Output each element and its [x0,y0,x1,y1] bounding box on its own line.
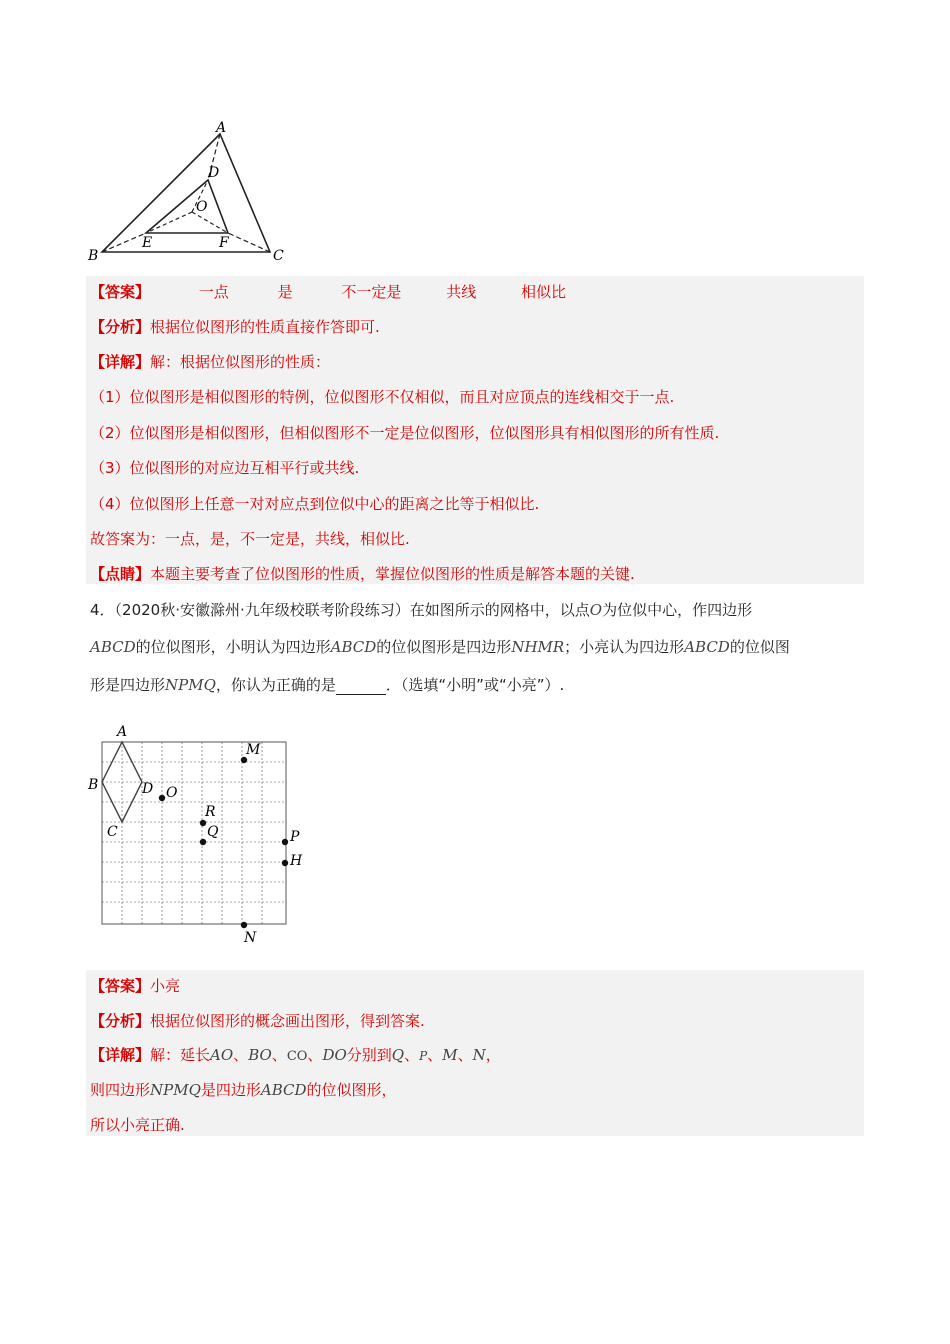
a4-line2-end: 的位似图形， [306,1081,397,1099]
grid-label-a: A [117,724,128,740]
q4-detail-line-3: 所以小亮正确. [90,1116,185,1134]
answer-3: 不一定是 [341,283,402,301]
q4-line-3 [90,675,564,695]
grid-label-o: O [166,785,178,801]
detail-intro: 解：根据位似图形的性质： [150,353,331,371]
a4-answer: 小亮 [150,977,181,995]
dash-oe [146,212,192,233]
label-b: B [88,248,99,264]
q4-text7: 形是四边形 [90,676,166,694]
a4-m: M [442,1046,458,1064]
a4-do: DO [322,1046,347,1064]
q3-comment-line [90,564,635,584]
q4-line-1 [90,600,752,620]
grid-label-b: B [88,777,99,793]
a4-analysis: 根据位似图形的概念画出图形，得到答案. [150,1012,425,1030]
q3-conclusion: 故答案为：一点，是，不一定是，共线，相似比. [90,530,410,548]
analysis-text: 根据位似图形的性质直接作答即可. [150,318,380,336]
grid-label-m: M [246,742,261,758]
grid-label-r: R [205,804,216,820]
point-h [282,860,288,866]
dash-of [192,212,228,233]
grid-figure [84,718,314,948]
q3-point-4: （4）位似图形上任意一对对应点到位似中心的距离之比等于相似比. [90,495,540,513]
q4-text6: 的位似图 [729,638,790,656]
grid-label-q: Q [207,824,219,840]
q4-abcd-1: ABCD [90,638,136,656]
q4-detail-line [90,1045,501,1067]
label-d: D [208,165,220,181]
answer-1: 一点 [198,283,229,301]
label-c: C [273,248,284,264]
q3-point-2: （2）位似图形是相似图形，但相似图形不一定是位似图形，位似图形具有相似图形的所有性质. [90,424,720,442]
a4-tail: ， [485,1046,501,1064]
a4-detail-tag: 【详解】 [90,1046,151,1064]
grid-label-p: P [290,829,300,845]
q4-npmq: NPMQ [165,676,216,694]
q4-point-o: O [589,601,603,619]
q3-analysis-line [90,317,380,337]
answer-4: 共线 [446,283,477,301]
point-o [159,795,165,801]
point-n [241,922,247,928]
a4-npmq: NPMQ [150,1081,201,1099]
detail-tag: 【详解】 [90,353,151,371]
label-e: E [142,235,153,251]
q4-text3: 的位似图形，小明认为四边形 [135,638,331,656]
sep-6: 、 [457,1046,473,1064]
sep-3: 、 [307,1046,323,1064]
answer-2: 是 [277,283,293,301]
q4-detail-line-2 [90,1080,397,1100]
sep-2: 、 [271,1046,287,1064]
grid-lines [102,742,286,924]
a4-n: N [472,1046,486,1064]
a4-analysis-tag: 【分析】 [90,1012,151,1030]
label-a: A [216,120,227,136]
q3-detail-line [90,352,330,372]
a4-q: Q [391,1046,405,1064]
q4-analysis-line [90,1011,425,1031]
a4-ao: AO [210,1046,234,1064]
q3-point-3: （3）位似图形的对应边互相平行或共线. [90,459,360,477]
q3-point-1: （1）位似图形是相似图形的特例，位似图形不仅相似，而且对应顶点的连线相交于一点. [90,388,675,406]
point-p [282,839,288,845]
analysis-tag: 【分析】 [90,318,151,336]
q4-answer-line [90,976,180,996]
triangle-figure [84,118,294,266]
q4-line-2 [90,637,790,657]
triangle-def [146,180,228,233]
q4-source: （2020秋·安徽滁州·九年级校联考阶段练习） [114,601,410,619]
a4-bo: BO [248,1046,272,1064]
answer-tag: 【答案】 [90,283,151,301]
label-f: F [219,235,229,251]
comment-text: 本题主要考查了位似图形的性质，掌握位似图形的性质是解答本题的关键. [150,565,635,583]
q4-text2: 为位似中心，作四边形 [602,601,753,619]
grid-border [102,742,286,924]
comment-tag: 【点睛】 [90,565,151,583]
q3-answer-line [90,282,566,302]
q4-abcd-3: ABCD [684,638,730,656]
a4-line2-mid: 是四边形 [200,1081,261,1099]
dash-be [102,233,146,252]
label-o: O [196,199,208,215]
sep-1: 、 [233,1046,249,1064]
q4-text4: 的位似图形是四边形 [376,638,512,656]
answer-5: 相似比 [520,283,566,301]
grid-label-c: C [107,824,118,840]
a4-p: P [419,1049,428,1063]
q4-text9: ．（选填“小明”或“小亮”）. [385,676,565,694]
q4-text8: ，你认为正确的是 [215,676,336,694]
sep-4: 、 [404,1046,420,1064]
a4-line2-pre: 则四边形 [90,1081,151,1099]
a4-answer-tag: 【答案】 [90,977,151,995]
q4-abcd-2: ABCD [330,638,377,656]
a4-to: 分别到 [346,1046,392,1064]
a4-abcd: ABCD [260,1081,307,1099]
answer-blank [336,678,386,695]
a4-detail-pre: 解：延长 [150,1046,211,1064]
point-q [200,839,206,845]
grid-label-h: H [290,853,303,869]
point-r [200,820,206,826]
a4-co: CO [286,1049,308,1064]
triangle-abc [102,134,270,252]
q4-number: 4． [90,601,115,619]
q4-nhmr: NHMR [511,638,565,656]
q4-text5: ；小亮认为四边形 [564,638,685,656]
grid-label-n: N [244,930,257,946]
q4-text1: 在如图所示的网格中，以点 [409,601,590,619]
grid-label-d: D [142,781,154,797]
sep-5: 、 [427,1046,443,1064]
